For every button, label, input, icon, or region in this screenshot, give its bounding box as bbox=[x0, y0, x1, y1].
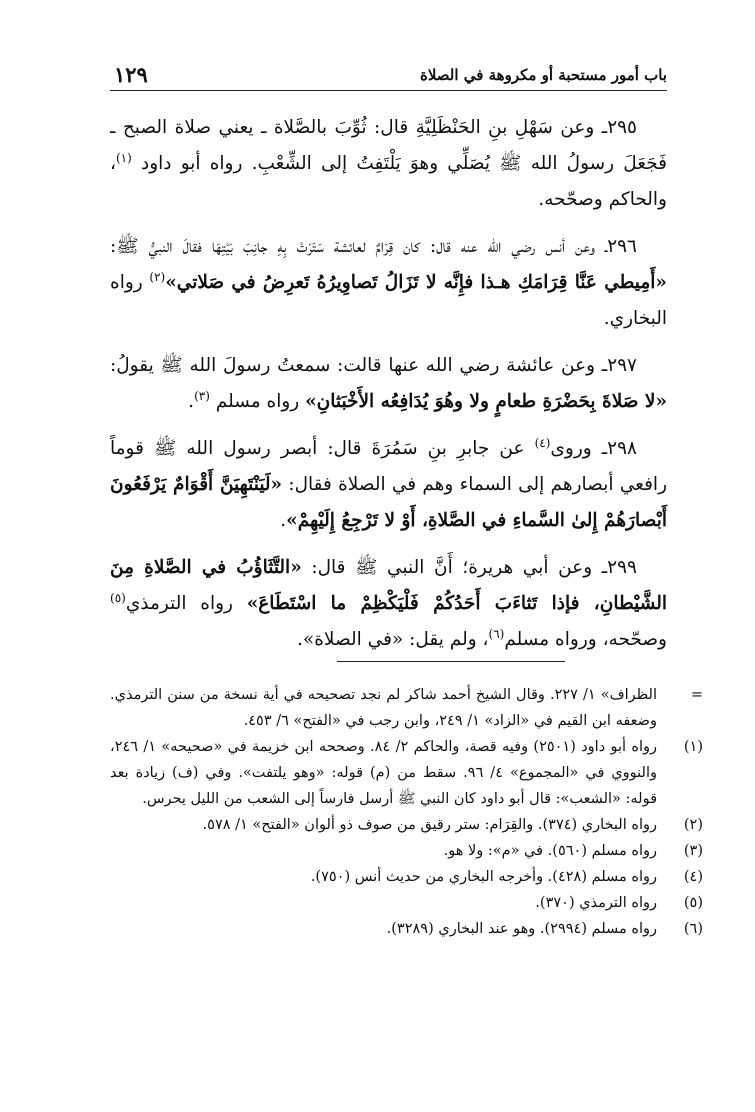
footnote-ref[interactable]: (١) bbox=[115, 150, 132, 165]
hadith-text: ٢٩٩ـ وعن أبي هريرة؛ أَنَّ النبي ﷺ قال: bbox=[311, 557, 637, 578]
footnote-text: رواه الترمذي (٣٧٠). bbox=[535, 895, 657, 911]
footnote-text: رواه البخاري (٣٧٤). والقِرَام: ستر رقيق من صوف ذو ألوان «الفتح» ١/ ٥٧٨. bbox=[202, 817, 657, 833]
prophetic-saying: «لَيَنْتَهِيَنَّ أَقْوَامٌ يَرْفَعُونَ أَبْصارَهُمْ إِلىٰ السَّماءِ في الصَّلاةِ، أَوْ لا تَرْجِعُ إِلَيْهِمْ» bbox=[110, 474, 667, 531]
hadith-text: ، ولم يقل: «في الصلاة». bbox=[297, 629, 489, 650]
footnote bbox=[110, 734, 703, 812]
footnote-text: رواه مسلم (٢٩٩٤). وهو عند البخاري (٣٢٨٩). bbox=[386, 921, 657, 937]
footnote bbox=[110, 916, 703, 942]
prophetic-saying: «التَّثَاؤُبُ في الصَّلاةِ مِنَ الشَّيْطانِ، فإذا تَثاءَبَ أَحَدُكُمْ فَلْيَكْظِمْ ما اسْتَطَاعَ» bbox=[110, 557, 667, 614]
hadith-298 bbox=[110, 431, 667, 539]
footnote-ref[interactable]: (٤) bbox=[534, 435, 551, 450]
hadith-text: . bbox=[188, 391, 195, 412]
hadith-text: رواه مسلم bbox=[215, 391, 306, 412]
footnote-text: رواه مسلم (٥٦٠). في «م»: ولا هو. bbox=[443, 843, 657, 859]
hadith-299 bbox=[110, 550, 667, 658]
footnote bbox=[110, 864, 703, 890]
footnote bbox=[110, 682, 703, 734]
footnote-mark: = bbox=[690, 687, 703, 703]
prophetic-saying: «أَمِيطي عَنَّا قِرَامَكِ هـذا فإِنَّه لا تَزَالُ تَصاوِيرُهُ تَعرِضُ في صَلاتي» bbox=[165, 272, 667, 293]
hadith-295 bbox=[110, 110, 667, 218]
footnote-ref[interactable]: (٢) bbox=[149, 269, 166, 284]
footnote-text: الظراف» ١/ ٢٢٧. وقال الشيخ أحمد شاكر لم نجد تصحيحه في أية نسخة من سنن الترمذي. وضعفه ابن القيم في «الزاد» ١/ ٢٤٩، وابن رجب في «الفتح» ٦/ ٤٥٣. bbox=[110, 687, 657, 729]
main-text bbox=[110, 110, 667, 669]
hadith-text: وصحّحه، ورواه مسلم bbox=[504, 629, 667, 650]
footnote-mark: (٣) bbox=[683, 843, 703, 859]
hadith-297 bbox=[110, 348, 667, 420]
hadith-text: ٢٩٦ـ وعن أنس رضي الله عنه قال: كان قِرَامٌ لعائشة سَتَرَتْ بِهِ جانِبَ بَيْتِهَا فقالَ النبيُّ ﷺ: bbox=[110, 236, 637, 257]
footnote-text: رواه أبو داود (٢٥٠١) وفيه قصة، والحاكم ٢/ ٨٤. وصححه ابن خزيمة في «صحيحه» ١/ ٢٤٦، والنووي في «المجموع» ٤/ ٩٦. سقط من (م) قوله: «وهو يلتفت». وفي (ف) زيادة بعد قوله: «الشعب»: قال أبو داود كان النبي ﷺ أرسل فارساً إلى الشعب من الليل يحرس. bbox=[110, 739, 657, 807]
footnote-ref[interactable]: (٥) bbox=[110, 590, 126, 605]
hadith-text: رواه البخاري. bbox=[110, 272, 667, 329]
footnote-ref[interactable]: (٣) bbox=[194, 388, 210, 403]
hadith-text: ، والحاكم وصحّحه. bbox=[110, 153, 667, 210]
hadith-text: ٢٩٥ـ وعن سَهْلِ بنِ الحَنْظَلِيَّةِ قال: ثُوِّبَ بالصَّلاة ـ يعني صلاة الصبح ـ فَجَعَلَ رسولُ الله ﷺ يُصَلِّي وهوَ يَلْتَفِتُ إلى الشِّعْبِ. رواه أبو داود bbox=[110, 117, 667, 174]
footnote bbox=[110, 890, 703, 916]
footnote-mark: (١) bbox=[683, 739, 703, 755]
footnote-divider bbox=[337, 661, 565, 662]
footnote-mark: (٦) bbox=[683, 921, 703, 937]
hadith-296 bbox=[110, 229, 667, 337]
footnote bbox=[110, 838, 703, 864]
page-header bbox=[110, 58, 667, 91]
hadith-text: عن جابرِ بنِ سَمُرَةَ قال: أبصر رسول الله ﷺ قوماً رافعي أبصارهم إلى السماء وهم في الصلاة فقال: bbox=[110, 438, 667, 495]
footnotes bbox=[110, 682, 703, 942]
page-number: ١٢٩ bbox=[114, 62, 148, 87]
footnote bbox=[110, 812, 703, 838]
hadith-text: رواه الترمذي bbox=[125, 593, 247, 614]
footnote-mark: (٥) bbox=[683, 895, 703, 911]
running-title: باب أمور مستحبة أو مكروهة في الصلاة bbox=[419, 66, 667, 84]
hadith-text: . bbox=[280, 510, 287, 531]
hadith-text: ٢٩٧ـ وعن عائشة رضي الله عنها قالت: سمعتُ رسولَ الله ﷺ يقولُ: bbox=[110, 355, 637, 376]
footnote-mark: (٢) bbox=[683, 817, 703, 833]
footnote-mark: (٤) bbox=[683, 869, 703, 885]
footnote-ref[interactable]: (٦) bbox=[488, 626, 505, 641]
hadith-text: ٢٩٨ـ وروى bbox=[550, 438, 637, 459]
footnote-text: رواه مسلم (٤٢٨). وأخرجه البخاري من حديث أنس (٧٥٠). bbox=[310, 869, 657, 885]
prophetic-saying: «لا صَلاةَ بِحَضْرَةِ طعامٍ ولا وهُوَ يُدَافِعُه الأَخْبَثانِ» bbox=[305, 391, 667, 412]
